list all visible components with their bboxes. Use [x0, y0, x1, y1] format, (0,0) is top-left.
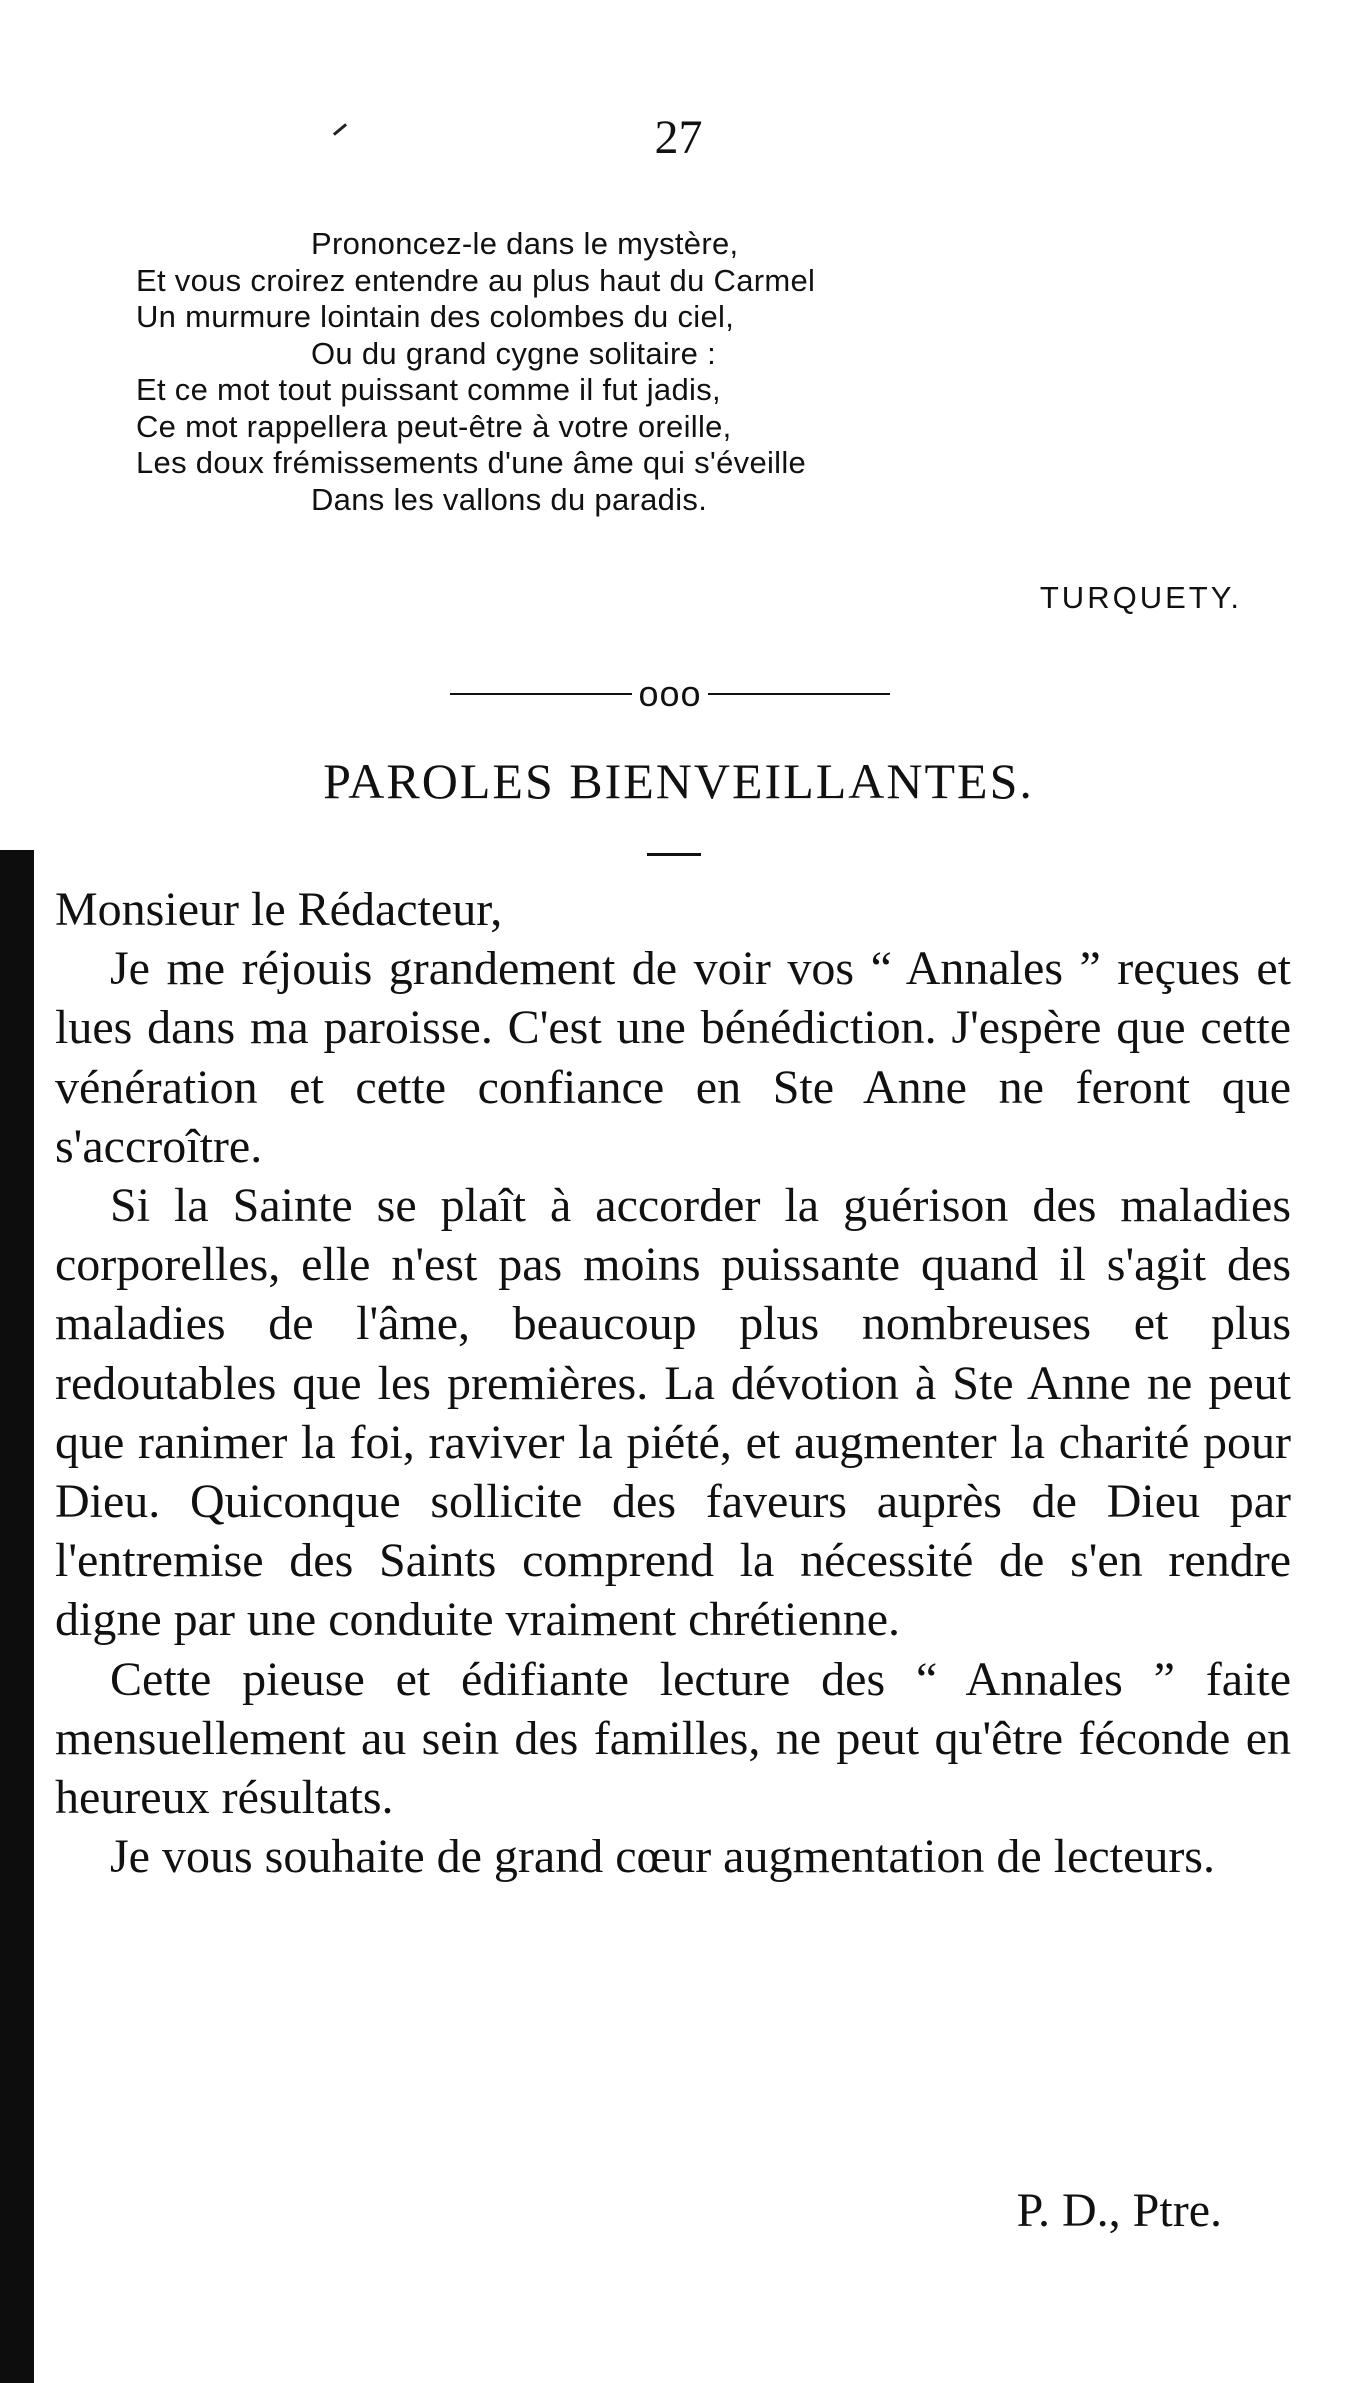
letter-paragraph: Cette pieuse et édifiante lecture des “ Annales ” faite mensuellement au sein des familles, ne peut qu'être féconde en heureux résultats.: [55, 1652, 1291, 1825]
page-number: 27: [654, 111, 703, 164]
article-title: PAROLES BIENVEILLANTES.: [323, 753, 1034, 809]
section-separator: [450, 672, 890, 716]
poem-line: Ce mot rappellera peut-être à votre oreille,: [136, 408, 732, 444]
letter-body: [55, 880, 1291, 1886]
separator-rule-right: [708, 693, 890, 695]
poem-line: Les doux frémissements d'une âme qui s'éveille: [136, 445, 807, 480]
page-binding-edge: [0, 850, 34, 2383]
letter-signature: P. D., Ptre.: [1016, 2184, 1222, 2237]
letter-paragraph: Je vous souhaite de grand cœur augmentation de lecteurs.: [110, 1830, 1215, 1884]
poem-author: TURQUETY.: [1039, 580, 1242, 615]
poem-line: Dans les vallons du paradis.: [311, 481, 708, 517]
letter-paragraph: Je me réjouis grandement de voir vos “ Annales ” reçues et lues dans ma paroisse. C'est une bénédiction. J'espère que cette vénération et cette confiance en Ste Anne ne feront que s'accroître.: [55, 942, 1291, 1173]
title-underline: [647, 853, 701, 856]
poem-line: Et ce mot tout puissant comme il fut jadis,: [136, 372, 721, 407]
letter-salutation: Monsieur le Rédacteur,: [55, 883, 503, 936]
poem-line: Et vous croirez entendre au plus haut du Carmel: [136, 262, 816, 298]
separator-mark: ooo: [638, 673, 702, 714]
letter-paragraph: Si la Sainte se plaît à accorder la guérison des maladies corporelles, elle n'est pas moins puissante quand il s'agit des maladies de l'âme, beaucoup plus nombreuses et plus redoutables que les premières. La dévotion à Ste Anne ne peut que ranimer la foi, raviver la piété, et augmenter la charité pour Dieu. Quiconque sollicite des faveurs auprès de Dieu par l'entremise des Saints comprend la nécessité de s'en rendre digne par une conduite vraiment chrétienne.: [55, 1179, 1291, 1647]
poem-line: Prononcez-le dans le mystère,: [311, 226, 739, 261]
separator-rule-left: [450, 693, 632, 695]
poem-line: Ou du grand cygne solitaire :: [311, 335, 717, 371]
poem-stanza: [136, 226, 1236, 518]
poem-line: Un murmure lointain des colombes du ciel,: [136, 299, 735, 334]
